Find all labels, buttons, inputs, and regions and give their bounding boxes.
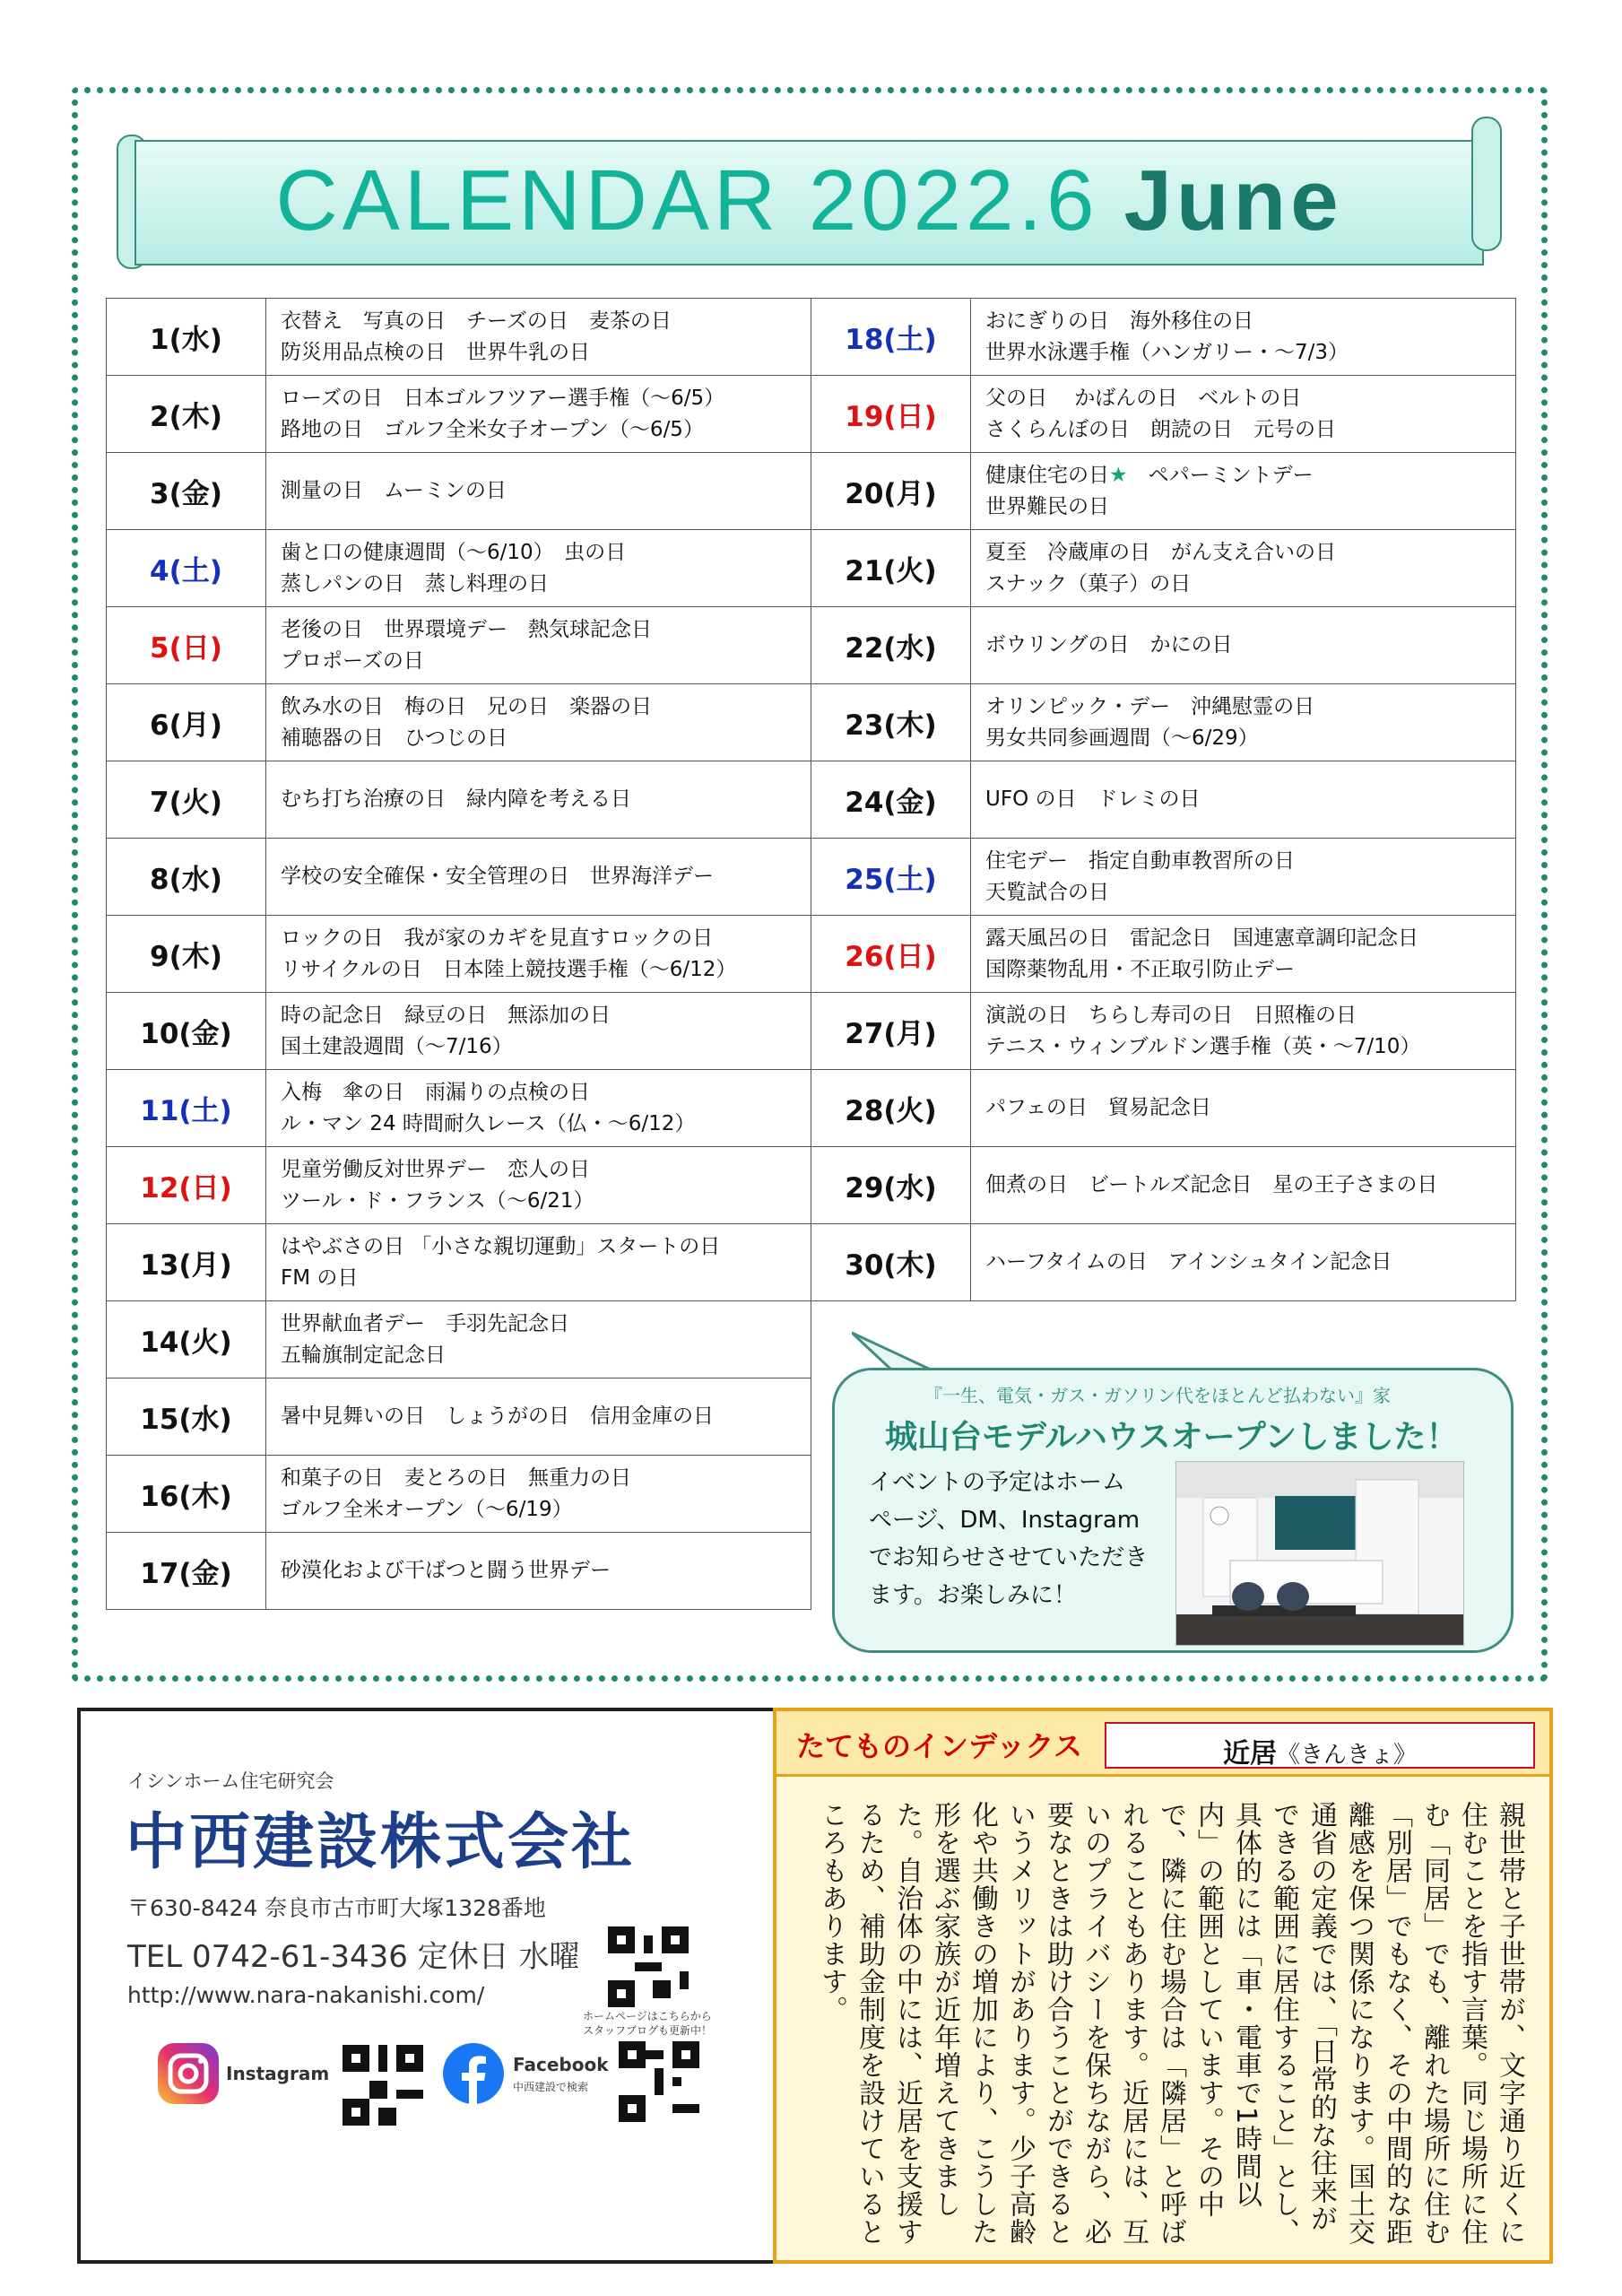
calendar-event-line: 衣替え 写真の日 チーズの日 麦茶の日 [281,309,672,333]
calendar-day: 8(水) [107,839,266,916]
calendar-row [107,1301,811,1378]
calendar-day: 30(木) [811,1224,971,1301]
calendar-events [266,1147,811,1224]
calendar-events [266,1456,811,1533]
calendar-day: 15(水) [107,1378,266,1456]
calendar-event-line: ハーフタイムの日 アインシュタイン記念日 [985,1250,1392,1274]
calendar-day: 6(月) [107,684,266,761]
calendar-events [971,916,1516,993]
calendar-row [107,1456,811,1533]
calendar-event-line: 五輪旗制定記念日 [281,1343,446,1367]
calendar-event-line: 蒸しパンの日 蒸し料理の日 [281,571,549,596]
calendar-row [811,1147,1516,1224]
calendar-row [107,453,811,530]
calendar-row [107,839,811,916]
calendar-day: 21(火) [811,530,971,607]
calendar-day: 9(木) [107,916,266,993]
calendar-row [811,453,1516,530]
calendar-event-line: 歯と口の健康週間（～6/10） 虫の日 [281,540,627,564]
calendar-events [971,1147,1516,1224]
calendar-day: 17(金) [107,1533,266,1610]
calendar-day: 14(火) [107,1301,266,1378]
calendar-day: 7(火) [107,761,266,839]
calendar-event-line: 補聴器の日 ひつじの日 [281,726,507,750]
calendar-event-line: ボウリングの日 かにの日 [985,633,1233,657]
calendar-day: 11(土) [107,1070,266,1147]
calendar-event-line: テニス・ウィンブルドン選手権（英・～7/10） [985,1034,1421,1058]
instagram-qr-icon[interactable] [343,2045,423,2126]
bubble-line: イベントの予定はホーム [869,1469,1126,1496]
bubble-line: ページ、DM、Instagram [869,1507,1141,1534]
calendar-day: 26(日) [811,916,971,993]
calendar-row [811,376,1516,453]
qr-note [583,2009,712,2038]
bubble-line: ます。お楽しみに！ [869,1582,1077,1609]
page-title [117,147,1502,255]
calendar-event-line: 学校の安全確保・安全管理の日 世界海洋デー [281,865,714,888]
calendar-event-line: 世界水泳選手権（ハンガリー・～7/3） [985,340,1349,364]
calendar-event-line: むち打ち治療の日 緑内障を考える日 [281,787,631,811]
calendar-event-line: 砂漠化および干ばつと闘う世界デー [281,1559,611,1582]
calendar-row [107,376,811,453]
calendar-events [266,916,811,993]
calendar-event-line: おにぎりの日 海外移住の日 [985,309,1253,333]
bubble-body [869,1464,1165,1614]
title-month: June [1123,152,1343,248]
calendar-event-line: 男女共同参画週間（～6/29） [985,726,1259,750]
index-word-box [1105,1722,1535,1769]
calendar-events [266,530,811,607]
kitchen-photo [1175,1461,1464,1646]
calendar-event-line: ローズの日 日本ゴルフツアー選手権（～6/5） [281,386,725,410]
calendar-event-line: プロポーズの日 [281,648,424,673]
calendar-event-line: パフェの日 貿易記念日 [985,1096,1211,1119]
calendar-event-line: リサイクルの日 日本陸上競技選手権（～6/12） [281,957,737,981]
calendar-event-line: 佃煮の日 ビートルズ記念日 星の王子さまの日 [985,1173,1438,1196]
index-term: 近居 [1222,1738,1277,1770]
calendar-row [811,916,1516,993]
company-tel: TEL 0742-61-3436 定休日 水曜 [127,1939,580,1975]
calendar-events [971,684,1516,761]
calendar-event-line: 国際薬物乱用・不正取引防止デー [985,957,1295,981]
calendar-day: 16(木) [107,1456,266,1533]
calendar-row [107,684,811,761]
index-header [776,1711,1549,1777]
calendar-row [811,1070,1516,1147]
bubble-subtitle: 『一生、電気・ガス・ガソリン代をほとんど払わない』家 [924,1385,1391,1406]
star-icon: ★ [1109,463,1128,487]
homepage-qr-icon[interactable] [608,1926,689,2007]
calendar-events [266,761,811,839]
calendar-event-line: はやぶさの日 「小さな親切運動」スタートの日 [281,1234,721,1258]
calendar-events [266,993,811,1070]
calendar-events [266,376,811,453]
title-banner [117,135,1502,269]
building-index-box [773,1708,1553,2264]
calendar-row [107,1533,811,1610]
calendar-event-line: 夏至 冷蔵庫の日 がん支え合いの日 [985,540,1336,564]
calendar-event-line: 防災用品点検の日 世界牛乳の日 [281,340,590,364]
calendar-events [971,993,1516,1070]
calendar-row [811,993,1516,1070]
company-subtitle: イシンホーム住宅研究会 [127,1770,334,1792]
calendar-events [971,607,1516,684]
calendar-event-line: 健康住宅の日★ ペパーミントデー [985,463,1314,487]
calendar-events [266,1224,811,1301]
calendar-row [107,993,811,1070]
calendar-row [107,1147,811,1224]
calendar-event-line: さくらんぼの日 朗読の日 元号の日 [985,417,1336,441]
instagram-label: Instagram [226,2063,330,2084]
calendar-day: 12(日) [107,1147,266,1224]
calendar-event-line: 和菓子の日 麦とろの日 無重力の日 [281,1465,631,1490]
calendar-events [266,453,811,530]
calendar-row [107,299,811,376]
title-year: CALENDAR 2022.6 [275,152,1099,248]
calendar-events [266,1378,811,1456]
calendar-day: 22(水) [811,607,971,684]
calendar-events [971,1070,1516,1147]
calendar-day: 4(土) [107,530,266,607]
index-label: たてものインデックス [796,1729,1083,1763]
calendar-event-line: ゴルフ全米オープン（～6/19） [281,1497,573,1521]
bubble-title: 城山台モデルハウスオープンしました！ [885,1419,1459,1456]
calendar-events [266,1301,811,1378]
model-house-bubble [832,1368,1514,1653]
calendar-day: 13(月) [107,1224,266,1301]
calendar-event-line: 飲み水の日 梅の日 兄の日 楽器の日 [281,694,652,718]
company-name: 中西建設株式会社 [126,1807,636,1878]
calendar-events [971,761,1516,839]
calendar-events [971,530,1516,607]
calendar-day: 1(水) [107,299,266,376]
calendar-row [107,916,811,993]
calendar-event-line: ル・マン 24 時間耐久レース（仏・～6/12） [281,1111,696,1135]
calendar-event-line: 演説の日 ちらし寿司の日 日照権の日 [985,1003,1357,1027]
company-address: 〒630-8424 奈良市古市町大塚1328番地 [127,1895,546,1921]
calendar-events [971,839,1516,916]
calendar-events [971,299,1516,376]
calendar-event-line: 老後の日 世界環境デー 熱気球記念日 [281,617,652,641]
calendar-event-line: 時の記念日 緑豆の日 無添加の日 [281,1003,611,1027]
calendar-events [266,607,811,684]
calendar-event-line: オリンピック・デー 沖縄慰霊の日 [985,694,1315,718]
calendar-day: 19(日) [811,376,971,453]
calendar-row [811,1224,1516,1301]
facebook-sub: 中西建設で検索 [513,2081,589,2093]
calendar-event-line: 児童労働反対世界デー 恋人の日 [281,1157,590,1181]
calendar-event-line: 国土建設週間（～7/16） [281,1034,513,1058]
calendar-row [107,1378,811,1456]
calendar-events [266,1070,811,1147]
calendar-event-line: UFO の日 ドレミの日 [985,787,1201,811]
qr-note-line: スタッフブログも更新中！ [583,2024,713,2037]
calendar-day: 27(月) [811,993,971,1070]
calendar-event-line: 世界難民の日 [985,494,1109,518]
calendar-row [811,299,1516,376]
calendar-row [811,761,1516,839]
calendar-row [811,839,1516,916]
calendar-day: 29(水) [811,1147,971,1224]
calendar-row [811,607,1516,684]
instagram-icon[interactable] [156,2041,221,2106]
calendar-row [107,607,811,684]
calendar-day: 24(金) [811,761,971,839]
calendar-events [266,1533,811,1610]
calendar-event-line: ツール・ド・フランス（～6/21） [281,1188,594,1213]
calendar-event-line: FM の日 [281,1265,359,1290]
index-body-text: 親世帯と子世帯が、文字通り近くに住むことを指す言葉。同じ場所に住む「同居」でも、離れた場所に住む「別居」でもなく、その中間的な距離感を保つ関係になります。国土交通省の定義では、「日常的な往来ができる範囲に居住すること」とし、具体的には「車・電車で1時間以内」の範囲としています。その中で、隣に住む場合は「隣居」と呼ばれることもあります。近居には、互いのプライバシーを保ちながら、必要なときは助け合うことができるというメリットがあります。少子高齢化や共働きの増加により、こうした形を選ぶ家族が近年増えてきました。自治体の中には、近居を支援するため、補助金制度を設けているところもあります。 [816,1801,1525,2246]
calendar-event-line: 入梅 傘の日 雨漏りの点検の日 [281,1080,590,1104]
facebook-qr-icon[interactable] [619,2041,699,2122]
calendar-day: 10(金) [107,993,266,1070]
calendar-event-line: 世界献血者デー 手羽先記念日 [281,1311,569,1335]
index-word [1106,1731,1533,1770]
bubble-line: でお知らせさせていただき [869,1544,1149,1571]
calendar-row [107,530,811,607]
calendar-day: 2(木) [107,376,266,453]
calendar-event-line: 住宅デー 指定自動車教習所の日 [985,848,1295,873]
qr-note-line: ホームページはこちらから [583,2010,712,2022]
calendar-event-line: 天覧試合の日 [985,880,1109,904]
calendar-event-line: ロックの日 我が家のカギを見直すロックの日 [281,926,714,950]
calendar-events [971,1224,1516,1301]
company-url[interactable]: http://www.nara-nakanishi.com/ [127,1982,485,2008]
calendar-day: 25(土) [811,839,971,916]
calendar-events [971,376,1516,453]
index-reading: 《きんきょ》 [1276,1742,1417,1769]
calendar-row [107,1070,811,1147]
calendar-event-line: 父の日 かばんの日 ベルトの日 [985,386,1302,410]
calendar-day: 23(木) [811,684,971,761]
calendar-row [811,530,1516,607]
calendar-right-table [811,298,1516,1301]
calendar-day: 28(火) [811,1070,971,1147]
calendar-day: 18(土) [811,299,971,376]
facebook-icon[interactable] [441,2041,506,2106]
calendar-events [266,299,811,376]
calendar-events [266,839,811,916]
calendar-row [811,684,1516,761]
facebook-label: Facebook [513,2054,609,2075]
calendar-events [266,684,811,761]
calendar-event-line: 露天風呂の日 雷記念日 国連憲章調印記念日 [985,926,1418,950]
calendar-events [971,453,1516,530]
calendar-event-line: 暑中見舞いの日 しょうがの日 信用金庫の日 [281,1405,714,1428]
calendar-day: 20(月) [811,453,971,530]
calendar-event-line: 測量の日 ムーミンの日 [281,479,507,502]
calendar-day: 3(金) [107,453,266,530]
company-info-box [77,1708,800,2264]
calendar-left-table [106,298,811,1610]
calendar-row [107,1224,811,1301]
calendar-event-line: 路地の日 ゴルフ全米女子オープン（～6/5） [281,417,704,441]
calendar-event-line: スナック（菓子）の日 [985,571,1192,596]
calendar-row [107,761,811,839]
calendar-day: 5(日) [107,607,266,684]
